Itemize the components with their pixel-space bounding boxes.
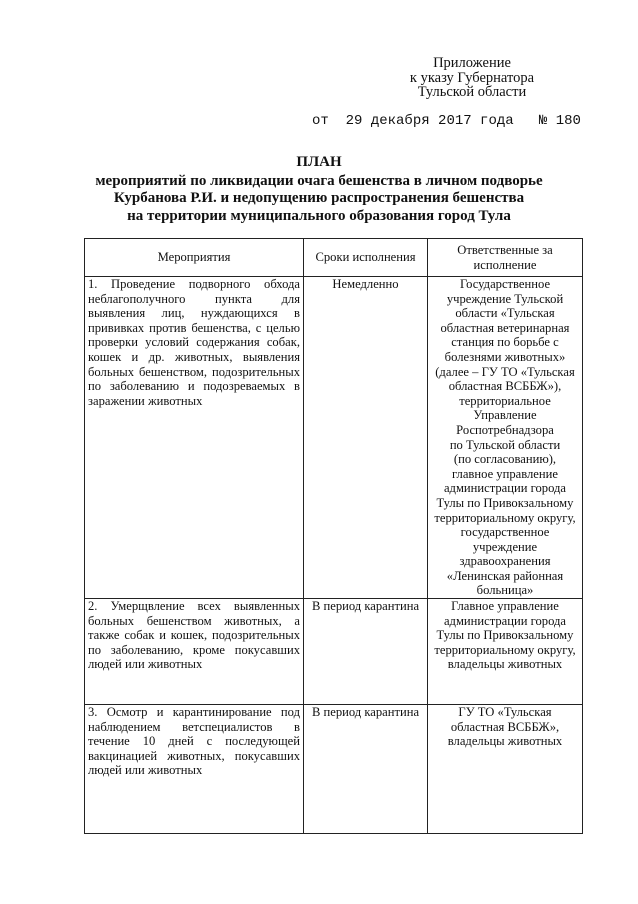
responsible-line: областная ветеринарная (440, 320, 570, 335)
responsible-line: главное управление (452, 466, 558, 481)
responsible-line: Тулы по Привокзальному (436, 628, 574, 643)
responsible-line: Тулы по Привокзальному (436, 495, 574, 510)
responsible-line: Государственное (459, 277, 551, 291)
responsible-line: администрации города (443, 613, 567, 628)
header-measures: Мероприятия (85, 239, 304, 277)
responsible-line: государственное (460, 525, 550, 540)
decree-date-number (312, 113, 581, 129)
appendix-line: Тульской области (417, 84, 527, 100)
appendix-line: к указу Губернатора (409, 69, 535, 86)
responsible-line: (далее – ГУ ТО «Тульская (435, 364, 575, 379)
table-row (85, 599, 583, 705)
measure-cell: 2. Умерщвление всех выявленных больных бешенством животных, а также собак и кошек, подозрительных по заболеванию, кроме покусавших людей или животных (85, 599, 304, 705)
responsible-line: владельцы животных (447, 657, 563, 672)
responsible-line: (по согласованию), (453, 452, 557, 467)
table-row (85, 705, 583, 834)
responsible-line: ГУ ТО «Тульская (458, 705, 552, 720)
responsible-line: Роспотребнадзора (456, 422, 554, 437)
appendix-block (372, 56, 572, 100)
responsible-line: Главное управление (451, 599, 559, 614)
responsible-line: болезнями животных» (444, 349, 566, 364)
appendix-line: Приложение (433, 55, 511, 71)
header-responsible: Ответственные за исполнение (428, 239, 583, 277)
decree-date: 29 декабря 2017 года (345, 113, 514, 129)
term-cell: В период карантина (304, 705, 428, 834)
decree-number: 180 (555, 113, 581, 129)
decree-prefix: от (312, 113, 329, 129)
responsible-line: области «Тульская (455, 306, 555, 321)
header-terms: Сроки исполнения (304, 239, 428, 277)
table-header-row (85, 239, 583, 277)
table-row (85, 277, 583, 599)
term-cell: В период карантина (304, 599, 428, 705)
plan-title-line: Курбанова Р.И. и недопущению распространения бешенства (113, 190, 525, 206)
responsible-line: областная ВСББЖ»), (448, 379, 562, 394)
responsible-cell (428, 599, 583, 705)
measure-cell: 3. Осмотр и карантинирование под наблюдением ветспециалистов в течение 10 дней с последующей вакцинацией животных, покусавших людей или животных (85, 705, 304, 834)
plan-title-line: мероприятий по ликвидации очага бешенства в личном подворье (95, 172, 543, 189)
responsible-line: здравоохранения (459, 554, 551, 569)
responsible-line: учреждение (472, 539, 538, 554)
responsible-line: территориальному округу, (434, 642, 576, 657)
term-cell: Немедленно (304, 277, 428, 599)
responsible-line: больница» (476, 583, 534, 598)
responsible-line: территориальное (459, 393, 551, 408)
responsible-line: владельцы животных (447, 734, 563, 749)
responsible-line: «Ленинская районная (446, 568, 564, 583)
measure-cell: 1. Проведение подворного обхода неблагополучного пункта для выявления лиц, нуждающихся в прививках против бешенства, с целью проверки условий содержания собак, кошек и др. животных, выявления больных бешенством, подозрительных по заболеванию и подозреваемых в заражении животных (85, 277, 304, 599)
responsible-line: станция по борьбе с (451, 335, 559, 350)
responsible-cell (428, 705, 583, 834)
responsible-line: территориальному округу, (434, 510, 576, 525)
plan-table (84, 238, 583, 834)
plan-title-line: на территории муниципального образования город Тула (127, 207, 511, 224)
plan-title (60, 154, 578, 225)
responsible-cell (428, 277, 583, 599)
responsible-line: по Тульской области (449, 437, 561, 452)
responsible-line: областная ВСББЖ», (450, 719, 560, 734)
responsible-line: учреждение Тульской (446, 291, 564, 306)
plan-heading: ПЛАН (296, 154, 342, 170)
decree-number-sign: № (538, 113, 548, 129)
responsible-line: Управление (473, 408, 537, 423)
responsible-line: администрации города (443, 481, 567, 496)
